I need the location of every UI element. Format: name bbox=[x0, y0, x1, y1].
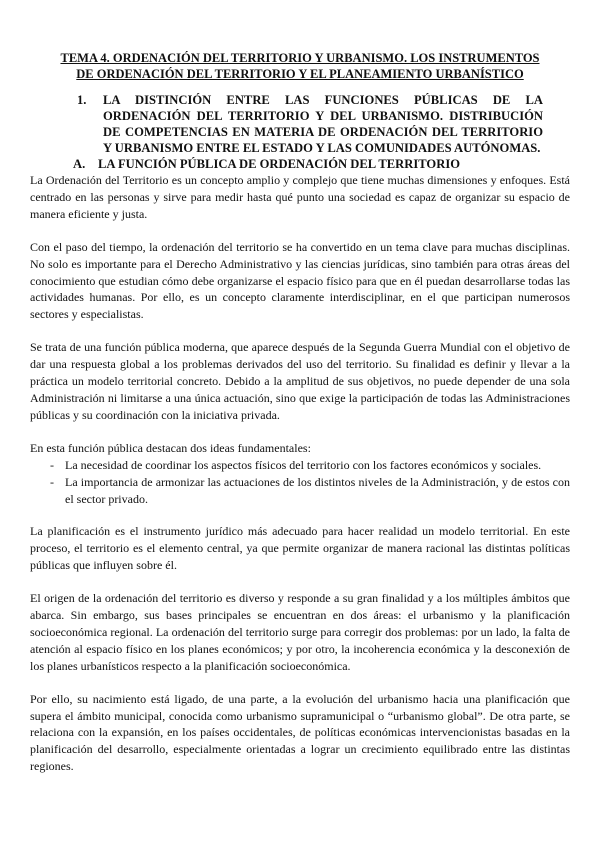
bullet-marker: - bbox=[50, 474, 54, 489]
subsection-a-heading bbox=[53, 156, 543, 172]
document-title bbox=[57, 50, 543, 82]
subsection-a-heading-text: LA FUNCIÓN PÚBLICA DE ORDENACIÓN DEL TERRITORIO bbox=[98, 157, 461, 171]
bullet-list bbox=[30, 457, 570, 508]
section-1-number: 1. bbox=[77, 93, 87, 107]
list-item bbox=[30, 474, 570, 508]
paragraph-6: El origen de la ordenación del territorio es diverso y responde a su gran finalidad y a los múltiples ámbitos que abarca. Sin embargo, sus bases principales se encuentran en dos áreas: el urbanismo y la planificación socioeconómica regional. La ordenación del territorio surge para corregir dos problemas: por un lado, la falta de atención al espacio físico en los planes económicos; y por otro, la incoherencia económica y la desconexión de los planes urbanísticos respecto a la planificación socioeconómica. bbox=[30, 591, 570, 673]
paragraph-7: Por ello, su nacimiento está ligado, de una parte, a la evolución del urbanismo hacia una planificación que supera el ámbito municipal, conocida como urbanismo supramunicipal o “urbanismo global”. De otra parte, se relaciona con la expansión, en los países occidentales, de políticas económicas intervencionistas basadas en la planificación del desarrollo, especialmente orientadas a lograr un crecimiento equilibrado entre las distintas regiones. bbox=[30, 691, 570, 774]
paragraph-3: Se trata de una función pública moderna, que aparece después de la Segunda Guerra Mundial con el objetivo de dar una respuesta global a los problemas derivados del uso del territorio. Su finalidad es definir y llevar a la práctica un modelo territorial concreto. Debido a la amplitud de sus objetivos, no puede depender de una sola Administración ni limitarse a una única actuación, sino que exige la participación de todas las Administraciones públicas y su coordinación con la iniciativa privada. bbox=[30, 340, 570, 422]
paragraph-1: La Ordenación del Territorio es un concepto amplio y complejo que tiene muchas dimensiones y enfoques. Está centrado en las personas y sirve para medir hasta qué punto una sociedad es capaz de organizar su espacio de manera eficiente y justa. bbox=[30, 173, 570, 221]
bullet-text-2: La importancia de armonizar las actuaciones de los distintos niveles de la Administración, y de estos con el sector privado. bbox=[65, 474, 570, 506]
list-item bbox=[30, 457, 570, 474]
subsection-a-letter: A. bbox=[73, 157, 86, 171]
paragraph-5: La planificación es el instrumento jurídico más adecuado para hacer realidad un modelo territorial. En este proceso, el territorio es el elemento central, ya que permite organizar de manera racional las distintas políticas públicas que influyen sobre él. bbox=[30, 524, 570, 573]
paragraph-4: En esta función pública destacan dos ideas fundamentales: bbox=[30, 440, 311, 455]
bullet-text-1: La necesidad de coordinar los aspectos físicos del territorio con los factores económicos y sociales. bbox=[65, 457, 542, 472]
section-1-heading-text: LA DISTINCIÓN ENTRE LAS FUNCIONES PÚBLICAS DE LA ORDENACIÓN DEL TERRITORIO Y DEL URBANISMO. DISTRIBUCIÓN DE COMPETENCIAS EN MATERIA DE ORDENACIÓN DEL TERRITORIO Y URBANISMO ENTRE EL ESTADO Y LAS COMUNIDADES AUTÓNOMAS. bbox=[103, 93, 543, 155]
section-1-heading bbox=[57, 92, 543, 156]
title-line-1: TEMA 4. ORDENACIÓN DEL TERRITORIO Y URBANISMO. LOS INSTRUMENTOS bbox=[60, 51, 540, 65]
bullet-marker: - bbox=[50, 457, 54, 472]
paragraph-2: Con el paso del tiempo, la ordenación del territorio se ha convertido en un tema clave para muchas disciplinas. No solo es importante para el Derecho Administrativo y las ciencias jurídicas, sino también para otras áreas del conocimiento que estudian cómo debe organizarse el espacio físico para que en él puedan desarrollarse todas las actividades humanas. Por ello, es un concepto claramente interdisciplinar, en el que participan numerosos sectores y especialistas. bbox=[30, 239, 570, 322]
title-line-2: DE ORDENACIÓN DEL TERRITORIO Y EL PLANEAMIENTO URBANÍSTICO bbox=[76, 67, 524, 81]
document-page bbox=[30, 50, 570, 775]
